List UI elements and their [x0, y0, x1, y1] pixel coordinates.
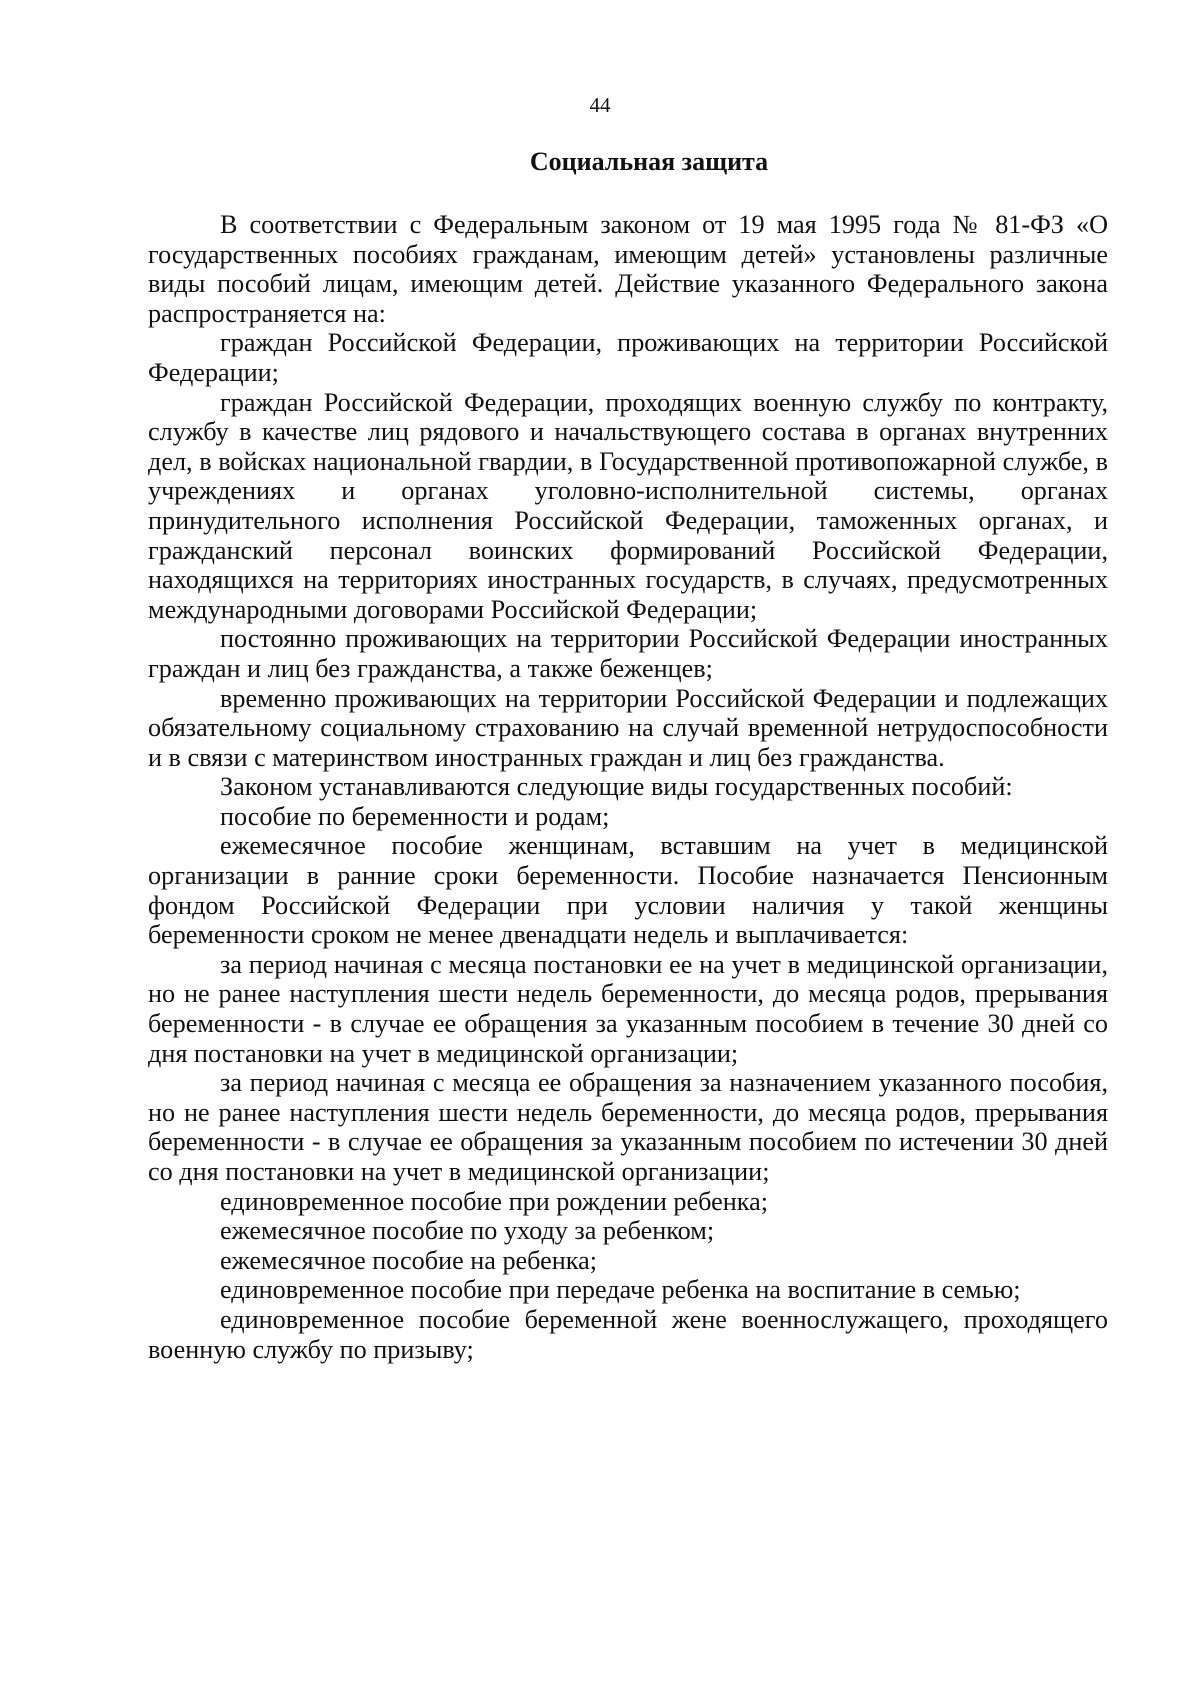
- section-heading: Социальная защита: [529, 147, 769, 176]
- paragraph: В соответствии с Федеральным законом от 19 мая 1995 года № 81-ФЗ «О государственных пособиях гражданам, имеющим детей» установлены различные виды пособий лицам, имеющим детей. Действие указанного Федерального закона распространяется на:: [148, 210, 1108, 328]
- paragraph: ежемесячное пособие женщинам, вставшим на учет в медицинской организации в ранние сроки беременности. Пособие назначается Пенсионным фондом Российской Федерации при условии наличия у такой женщины беременности сроком не менее двенадцати недель и выплачивается:: [148, 831, 1108, 950]
- paragraph: временно проживающих на территории Российской Федерации и подлежащих обязательному социальному страхованию на случай временной нетрудоспособности и в связи с материнством иностранных граждан и лиц без гражданства.: [148, 683, 1108, 772]
- paragraph: за период начиная с месяца постановки ее на учет в медицинской организации, но не ранее наступления шести недель беременности, до месяца родов, прерывания беременности - в случае ее обращения за указанным пособием в течение 30 дней со дня постановки на учет в медицинской организации;: [148, 949, 1108, 1068]
- page-number: 44: [589, 93, 611, 117]
- paragraph: ежемесячное пособие на ребенка;: [220, 1245, 598, 1275]
- paragraph: Законом устанавливаются следующие виды государственных пособий:: [220, 772, 1013, 802]
- paragraph: единовременное пособие при рождении ребенка;: [220, 1186, 768, 1216]
- paragraph: пособие по беременности и родам;: [220, 801, 610, 831]
- paragraph: за период начиная с месяца ее обращения за назначением указанного пособия, но не ранее наступления шести недель беременности, до месяца родов, прерывания беременности - в случае ее обращения за указанным пособием по истечении 30 дней со дня постановки на учет в медицинской организации;: [148, 1068, 1108, 1186]
- paragraph: постоянно проживающих на территории Российской Федерации иностранных граждан и лиц без гражданства, а также беженцев;: [148, 624, 1108, 683]
- paragraph: единовременное пособие беременной жене военнослужащего, проходящего военную службу по призыву;: [148, 1304, 1108, 1364]
- paragraph: единовременное пособие при передаче ребенка на воспитание в семью;: [220, 1275, 1021, 1305]
- body-text: [148, 210, 1108, 1364]
- paragraph: граждан Российской Федерации, проживающих на территории Российской Федерации;: [148, 328, 1108, 387]
- paragraph: ежемесячное пособие по уходу за ребенком;: [220, 1216, 715, 1246]
- paragraph: граждан Российской Федерации, проходящих военную службу по контракту, службу в качестве лиц рядового и начальствующего состава в органах внутренних дел, в войсках национальной гвардии, в Государственной противопожарной службе, в учреждениях и органах уголовно-исполнительной системы, органах принудительного исполнения Российской Федерации, таможенных органах, и гражданский персонал воинских формирований Российской Федерации, находящихся на территориях иностранных государств, в случаях, предусмотренных международными договорами Российской Федерации;: [148, 387, 1108, 624]
